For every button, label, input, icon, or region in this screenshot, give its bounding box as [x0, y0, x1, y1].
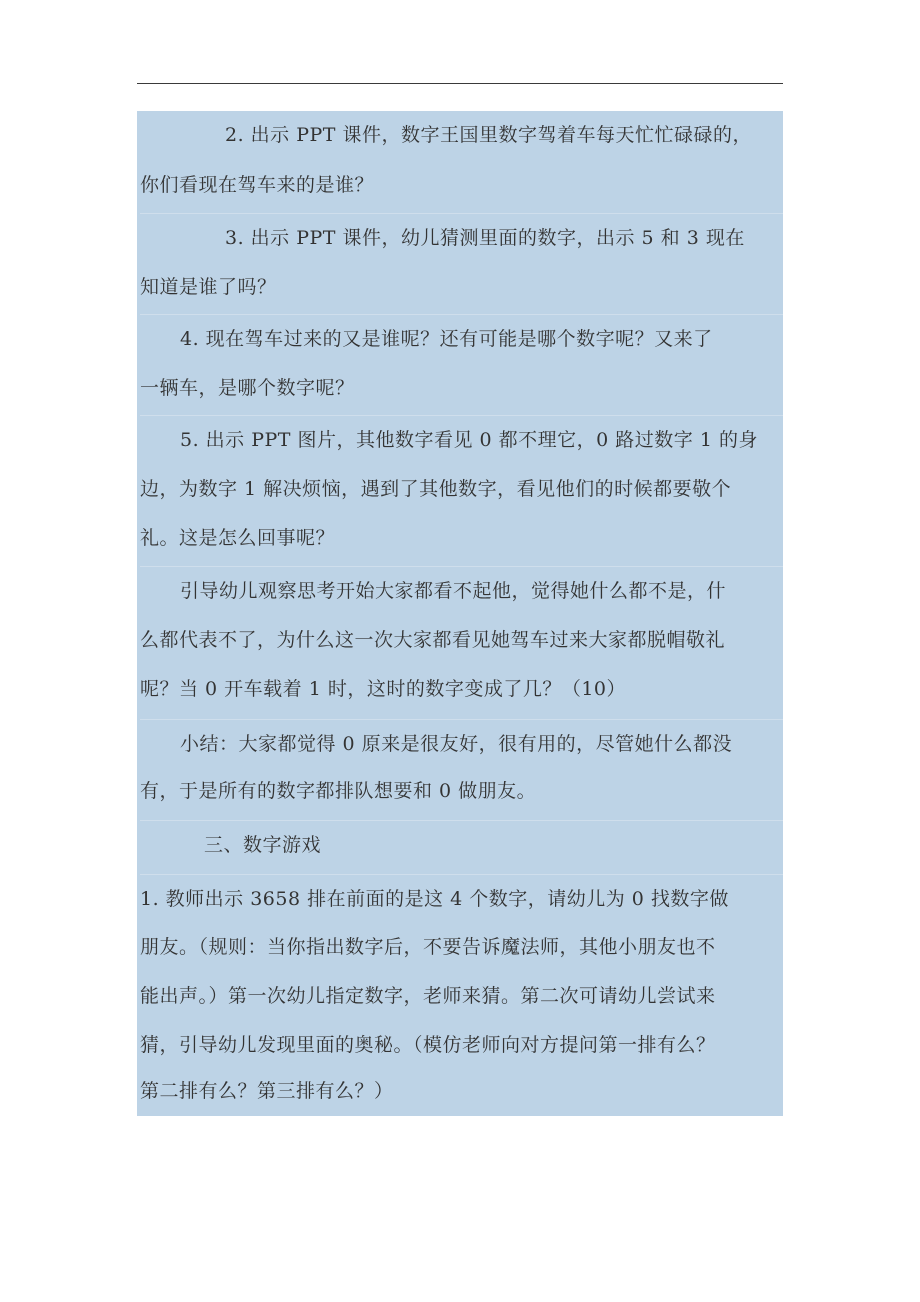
- paragraph-line: 2. 出示 PPT 课件，数字王国里数字驾着车每天忙忙碌碌的，: [225, 124, 752, 146]
- paragraph-line: 4. 现在驾车过来的又是谁呢？还有可能是哪个数字呢？又来了: [140, 314, 783, 364]
- paragraph-line: 你们看现在驾车来的是谁？: [140, 174, 375, 196]
- paragraph-line: 引导幼儿观察思考开始大家都看不起他，觉得她什么都不是，什: [140, 566, 783, 616]
- paragraph-line: 猜，引导幼儿发现里面的奥秘。（模仿老师向对方提问第一排有么？: [140, 1034, 716, 1056]
- paragraph-line: 礼。这是怎么回事呢？: [140, 527, 336, 549]
- paragraph-line: 第二排有么？第三排有么？）: [140, 1080, 394, 1102]
- paragraph-line: 么都代表不了，为什么这一次大家都看见她驾车过来大家都脱帽敬礼: [140, 629, 726, 651]
- paragraph-line: 1. 教师出示 3658 排在前面的是这 4 个数字，请幼儿为 0 找数字做: [140, 874, 783, 924]
- paragraph-line: 知道是谁了吗？: [140, 276, 277, 298]
- paragraph-line: 5. 出示 PPT 图片，其他数字看见 0 都不理它，0 路过数字 1 的身: [140, 415, 783, 465]
- paragraph-line: 有，于是所有的数字都排队想要和 0 做朋友。: [140, 780, 537, 802]
- paragraph-line: 边，为数字 1 解决烦恼，遇到了其他数字，看见他们的时候都要敬个: [140, 478, 732, 500]
- paragraph-line: 呢？当 0 开车载着 1 时，这时的数字变成了几？（10）: [140, 678, 627, 700]
- header-rule: [137, 83, 783, 84]
- paragraph-line: 朋友。（规则：当你指出数字后，不要告诉魔法师，其他小朋友也不: [140, 936, 716, 958]
- document-body: [137, 111, 783, 1116]
- section-heading: 三、数字游戏: [140, 820, 783, 870]
- paragraph-line: 能出声。）第一次幼儿指定数字，老师来猜。第二次可请幼儿尝试来: [140, 985, 716, 1007]
- paragraph-line: 3. 出示 PPT 课件，幼儿猜测里面的数字，出示 5 和 3 现在: [140, 213, 783, 263]
- paragraph-line: 一辆车，是哪个数字呢？: [140, 377, 355, 399]
- paragraph-line: 小结：大家都觉得 0 原来是很友好，很有用的，尽管她什么都没: [140, 719, 783, 769]
